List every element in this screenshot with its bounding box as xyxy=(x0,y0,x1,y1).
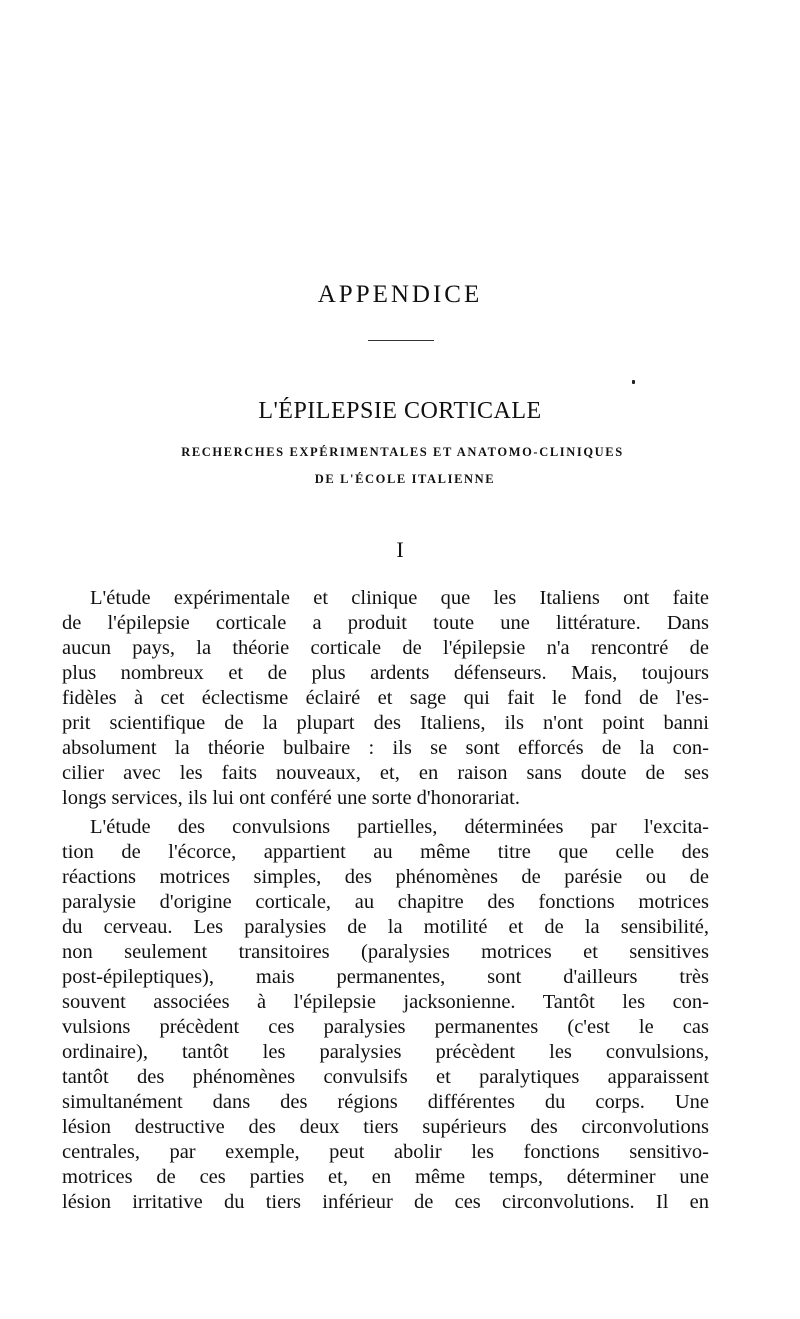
paragraph-1-line: longs services, ils lui ont conféré une sorte d'honorariat. xyxy=(62,787,520,809)
paragraph-1-line: cilier avec les faits nouveaux, et, en raison sans doute de ses xyxy=(62,762,709,784)
paragraph-1-line: L'étude expérimentale et clinique que les Italiens ont faite xyxy=(90,587,709,609)
paragraph-2-line: L'étude des convulsions partielles, déterminées par l'excita- xyxy=(90,816,709,838)
paragraph-2-line: paralysie d'origine corticale, au chapitre des fonctions motrices xyxy=(62,891,709,913)
subtitle-line-1: RECHERCHES EXPÉRIMENTALES ET ANATOMO-CLINIQUES xyxy=(181,445,624,459)
paragraph-2-line: motrices de ces parties et, en même temps, déterminer une xyxy=(62,1166,709,1188)
paragraph-2-line: ordinaire), tantôt les paralysies précèdent les convulsions, xyxy=(62,1041,709,1063)
paragraph-1-line: plus nombreux et de plus ardents défenseurs. Mais, toujours xyxy=(62,662,709,684)
paragraph-1-line: prit scientifique de la plupart des Italiens, ils n'ont point banni xyxy=(62,712,709,734)
paragraph-2-line: non seulement transitoires (paralysies motrices et sensitives xyxy=(62,941,709,963)
paragraph-2-line: souvent associées à l'épilepsie jacksonienne. Tantôt les con- xyxy=(62,991,709,1013)
section-numeral: I xyxy=(396,537,404,562)
paragraph-1-line: fidèles à cet éclectisme éclairé et sage qui fait le fond de l'es- xyxy=(62,687,709,709)
paragraph-2-line: tantôt des phénomènes convulsifs et paralytiques apparaissent xyxy=(62,1066,709,1088)
paragraph-2-line: tion de l'écorce, appartient au même titre que celle des xyxy=(62,841,709,863)
paragraph-2-line: réactions motrices simples, des phénomènes de parésie ou de xyxy=(62,866,709,888)
paragraph-2-line: vulsions précèdent ces paralysies permanentes (c'est le cas xyxy=(62,1016,709,1038)
heading-divider xyxy=(368,340,434,341)
print-speck xyxy=(632,380,635,384)
paragraph-2-line: lésion destructive des deux tiers supérieurs des circonvolutions xyxy=(62,1116,709,1138)
paragraph-2-line: post-épileptiques), mais permanentes, sont d'ailleurs très xyxy=(62,966,709,988)
paragraph-2-line: centrales, par exemple, peut abolir les fonctions sensitivo- xyxy=(62,1141,709,1163)
paragraph-2-line: lésion irritative du tiers inférieur de ces circonvolutions. Il en xyxy=(62,1191,709,1213)
section-title: L'ÉPILEPSIE CORTICALE xyxy=(258,398,542,424)
paragraph-2-line: simultanément dans des régions différentes du corps. Une xyxy=(62,1091,709,1113)
paragraph-1-line: de l'épilepsie corticale a produit toute une littérature. Dans xyxy=(62,612,709,634)
paragraph-1-line: aucun pays, la théorie corticale de l'épilepsie n'a rencontré de xyxy=(62,637,709,659)
page-heading: APPENDICE xyxy=(317,281,483,308)
subtitle-line-2: DE L'ÉCOLE ITALIENNE xyxy=(314,472,496,486)
paragraph-2-line: du cerveau. Les paralysies de la motilité et de la sensibilité, xyxy=(62,916,709,938)
paragraph-1-line: absolument la théorie bulbaire : ils se sont efforcés de la con- xyxy=(62,737,709,759)
